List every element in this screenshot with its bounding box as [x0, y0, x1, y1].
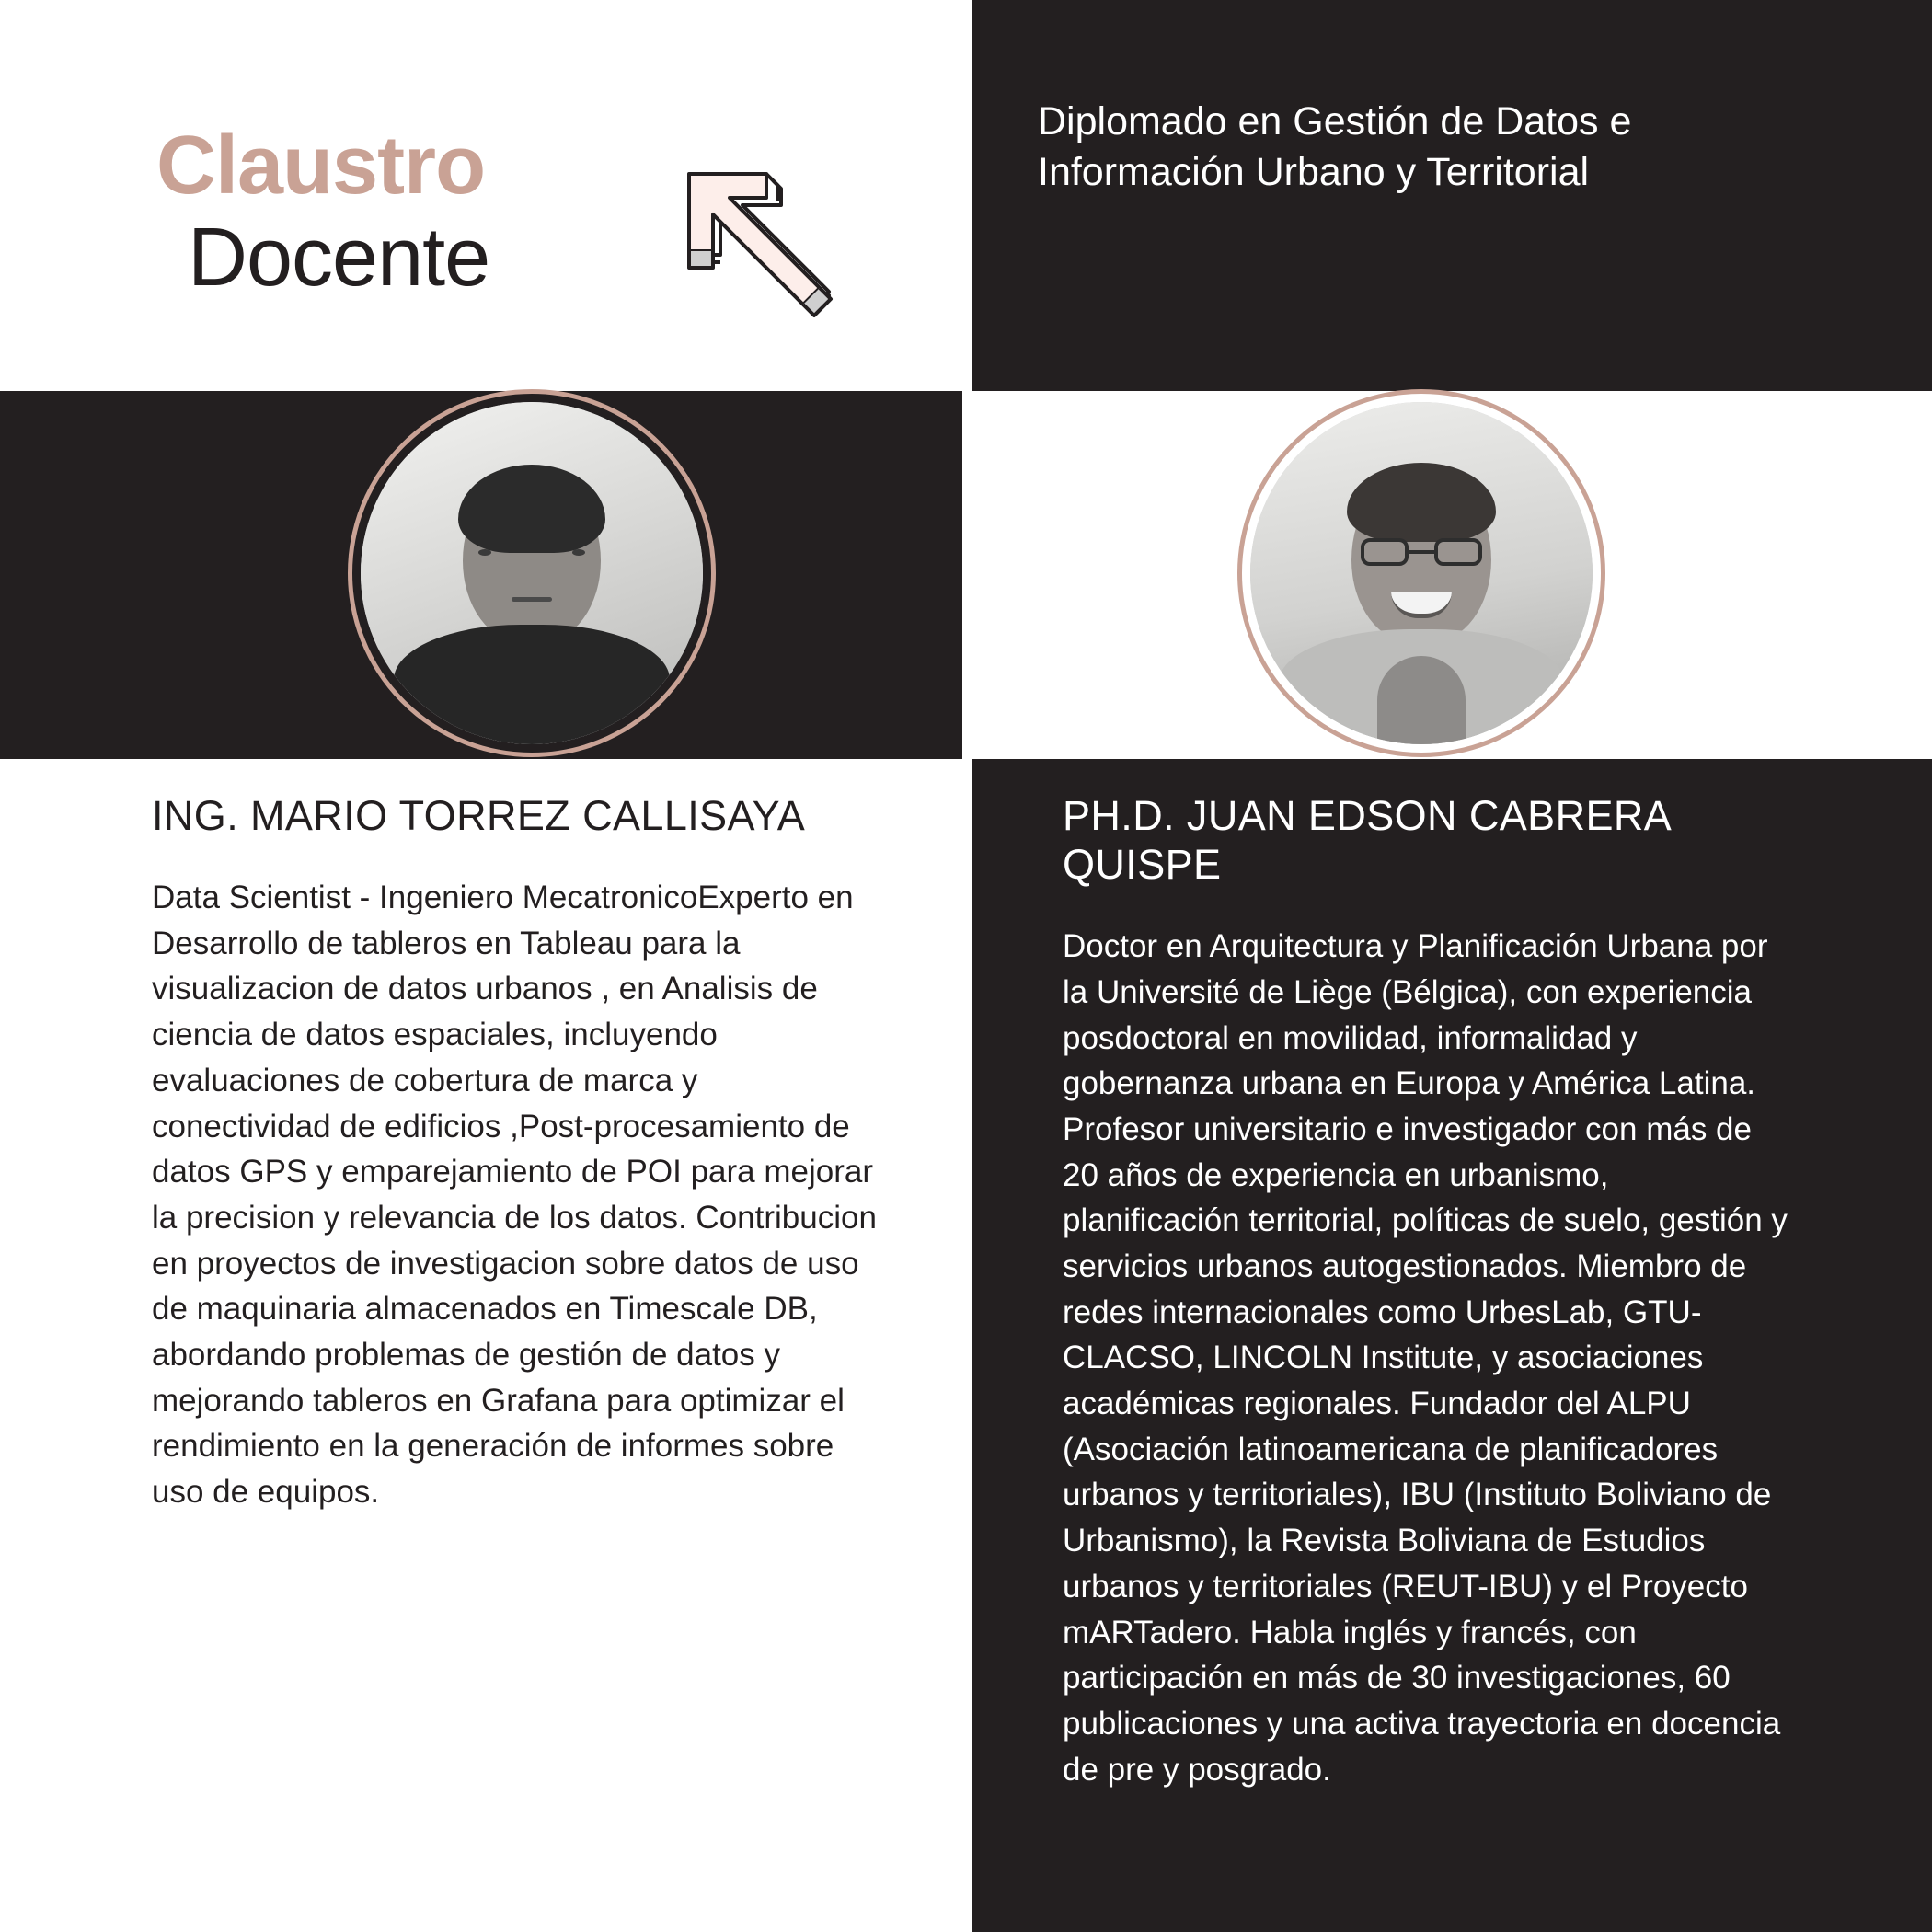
title-line-docente: Docente [188, 212, 490, 304]
header-left [0, 0, 971, 391]
header-right [1038, 97, 1847, 198]
avatar-image-1 [361, 402, 703, 744]
program-title: Diplomado en Gestión de Datos e Información Urbano y Territorial [1038, 99, 1632, 195]
avatar-faculty-2 [1237, 389, 1605, 757]
portrait-illustration-1 [361, 402, 703, 744]
faculty-name-2: PH.D. JUAN EDSON CABRERA QUISPE [1063, 792, 1670, 889]
faculty-card-1 [152, 791, 879, 1515]
avatar-image-2 [1250, 402, 1593, 744]
faculty-name-1: ING. MARIO TORREZ CALLISAYA [152, 792, 806, 839]
title-line-claustro: Claustro [156, 120, 486, 212]
faculty-bio-2: Doctor en Arquitectura y Planificación Urbana por la Université de Liège (Bélgica), con experiencia posdoctoral en movilidad, informalidad y gobernanza urbana en Europa y América Latina. Profesor universitario e investigador con más de 20 años de experiencia en urbanismo, planificación territorial, políticas de suelo, gestión y servicios urbanos autogestionados. Miembro de redes internacionales como UrbesLab, GTU-CLACSO, LINCOLN Institute, y asociaciones académicas regionales. Fundador del ALPU (Asociación latinoamericana de planificadores urbanos y territoriales), IBU (Instituto Boliviano de Urbanismo), la Revista Boliviana de Estudios urbanos y territoriales (REUT-IBU) y el Proyecto mARTadero. Habla inglés y francés, con participación en más de 30 investigaciones, 60 publicaciones y una activa trayectoria en docencia de pre y posgrado. [1063, 928, 1788, 1788]
page-title [156, 120, 490, 304]
avatar-faculty-1 [348, 389, 716, 757]
glasses-icon [1361, 538, 1482, 566]
faculty-bio-1: Data Scientist - Ingeniero MecatronicoExperto en Desarrollo de tableros en Tableau para la visualizacion de datos urbanos , en Analisis de ciencia de datos espaciales, incluyendo evaluaciones de cobertura de marca y conectividad de edificios ,Post-procesamiento de datos GPS y emparejamiento de POI para mejorar la precision y relevancia de los datos. Contribucion en proyectos de investigacion sobre datos de uso de maquinaria almacenados en Timescale DB, abordando problemas de gestión de datos y mejorando tableros en Grafana para optimizar el rendimiento en la generación de informes sobre uso de equipos. [152, 880, 877, 1511]
vertical-divider [962, 0, 972, 1932]
portrait-illustration-2 [1250, 402, 1593, 744]
arrow-up-left-icon [676, 161, 851, 327]
faculty-card-2 [1063, 791, 1789, 1792]
